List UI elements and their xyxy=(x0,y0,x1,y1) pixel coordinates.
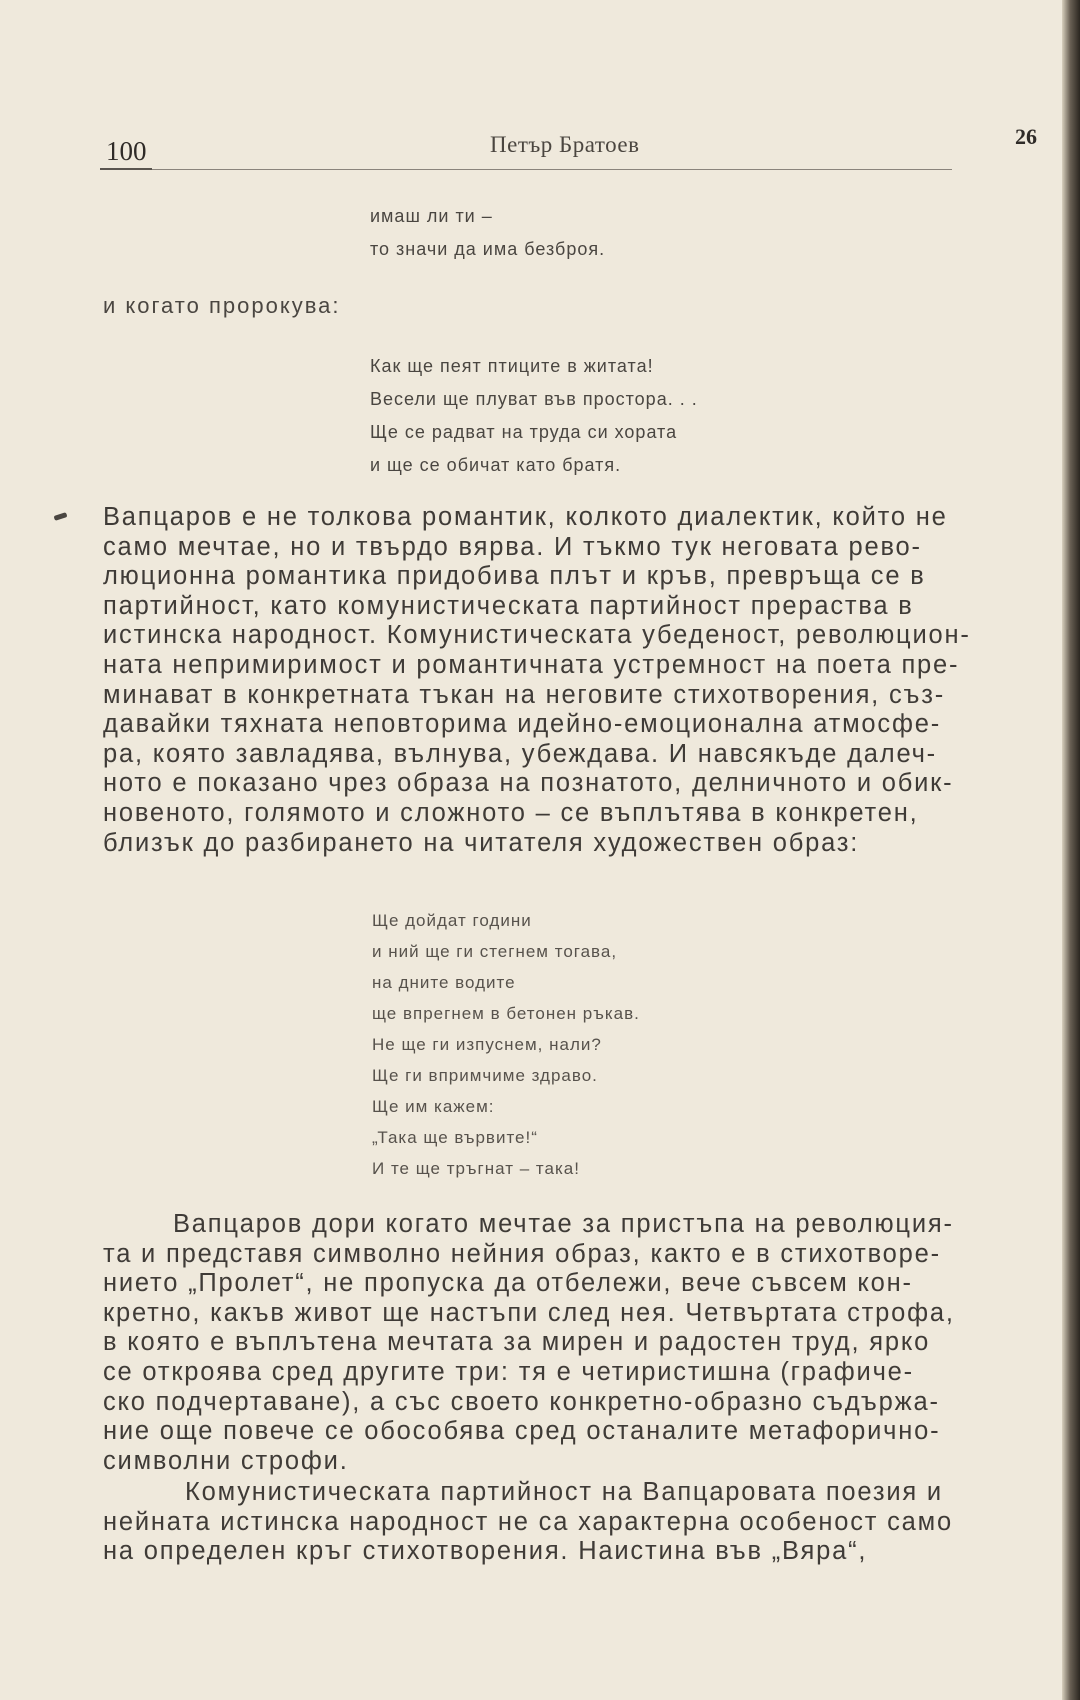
paragraph-3 xyxy=(103,1478,1053,1567)
margin-pencil-mark xyxy=(54,512,68,521)
verse-fragment-3 xyxy=(372,905,640,1184)
page-number-underline xyxy=(100,168,152,170)
sheet-number: 26 xyxy=(1015,124,1037,149)
prose-line: Вапцаров дори когато мечтае за пристъпа на революция- xyxy=(173,1210,954,1238)
prose-line: символни строфи. xyxy=(103,1446,349,1475)
verse-line: Как ще пеят птиците в житата! xyxy=(370,356,654,376)
prose-line: ното е показано чрез образа на познатото, делничното и обик- xyxy=(103,769,954,798)
prose-line: нейната истинска народност не са характерна особеност само xyxy=(103,1507,953,1536)
prose-line: новеното, голямото и сложното – се въплътява в конкретен, xyxy=(103,798,919,827)
header-rule xyxy=(152,169,952,170)
prose-line: ско подчертаване), а със своето конкретно-образно съдържа- xyxy=(103,1387,940,1416)
prose-line: минават в конкретната тъкан на неговите стихотворения, съз- xyxy=(103,680,946,709)
verse-line: Ще дойдат години xyxy=(372,911,532,930)
prose-line: се откроява сред другите три: тя е четиристишна (графиче- xyxy=(103,1357,914,1386)
verse-line: Ще им кажем: xyxy=(372,1097,495,1116)
verse-line: Ще ги впримчиме здраво. xyxy=(372,1066,598,1085)
prose-line: в която е въплътена мечтата за мирен и радостен труд, ярко xyxy=(103,1328,931,1357)
page-edge xyxy=(1062,0,1080,1700)
verse-line: ще впрегнем в бетонен ръкав. xyxy=(372,1004,640,1023)
paragraph-2 xyxy=(103,1210,1053,1476)
verse-line: Ще се радват на труда си хората xyxy=(370,422,678,442)
intro-line: и когато пророкува: xyxy=(103,293,341,318)
page-number: 100 xyxy=(106,136,147,166)
prose-line: само мечтае, но и твърдо вярва. И тъкмо тук неговата рево- xyxy=(103,532,922,561)
running-title: Петър Братоев xyxy=(490,132,640,157)
prose-line: ра, която завладява, вълнува, убеждава. И навсякъде далеч- xyxy=(103,739,937,768)
verse-line: И те ще тръгнат – така! xyxy=(372,1159,580,1178)
verse-line: „Така ще вървите!“ xyxy=(372,1128,538,1147)
page-header xyxy=(100,118,1050,168)
verse-fragment-2 xyxy=(370,350,698,482)
verse-line: Не ще ги изпуснем, нали? xyxy=(372,1035,602,1054)
prose-line: Комунистическата партийност на Вапцаровата поезия и xyxy=(185,1478,943,1506)
verse-line: Весели ще плуват във простора. . . xyxy=(370,389,698,409)
verse-line: и ще се обичат като братя. xyxy=(370,455,622,475)
verse-line: имаш ли ти – xyxy=(370,206,493,226)
verse-line: на дните водите xyxy=(372,973,516,992)
prose-line: близък до разбирането на читателя художествен образ: xyxy=(103,828,860,857)
prose-line: нието „Пролет“, не пропуска да отбележи, вече съвсем кон- xyxy=(103,1269,913,1298)
verse-fragment-1 xyxy=(370,200,605,266)
prose-line: Вапцаров е не толкова романтик, колкото диалектик, който не xyxy=(103,503,948,531)
verse-line: то значи да има безброя. xyxy=(370,239,606,259)
verse-line: и ний ще ги стегнем тогава, xyxy=(372,942,618,961)
prose-line: люционна романтика придобива плът и кръв, превръща се в xyxy=(103,562,926,591)
prose-line: ната непримиримост и романтичната устремност на поета пре- xyxy=(103,650,960,679)
prose-line: партийност, като комунистическата партийност прераства в xyxy=(103,591,914,620)
prose-line: истинска народност. Комунистическата убеденост, революцион- xyxy=(103,621,971,650)
prose-line: ние още повече се обособява сред останалите метафорично- xyxy=(103,1417,941,1446)
paragraph-1 xyxy=(103,503,1053,858)
prose-line: та и представя символно нейния образ, както е в стихотворе- xyxy=(103,1239,941,1268)
prose-line: кретно, какъв живот ще настъпи след нея. Четвъртата строфа, xyxy=(103,1298,955,1327)
prose-line: давайки тяхната неповторима идейно-емоционална атмосфе- xyxy=(103,710,942,739)
prose-line: на определен кръг стихотворения. Наистина във „Вяра“, xyxy=(103,1537,868,1566)
